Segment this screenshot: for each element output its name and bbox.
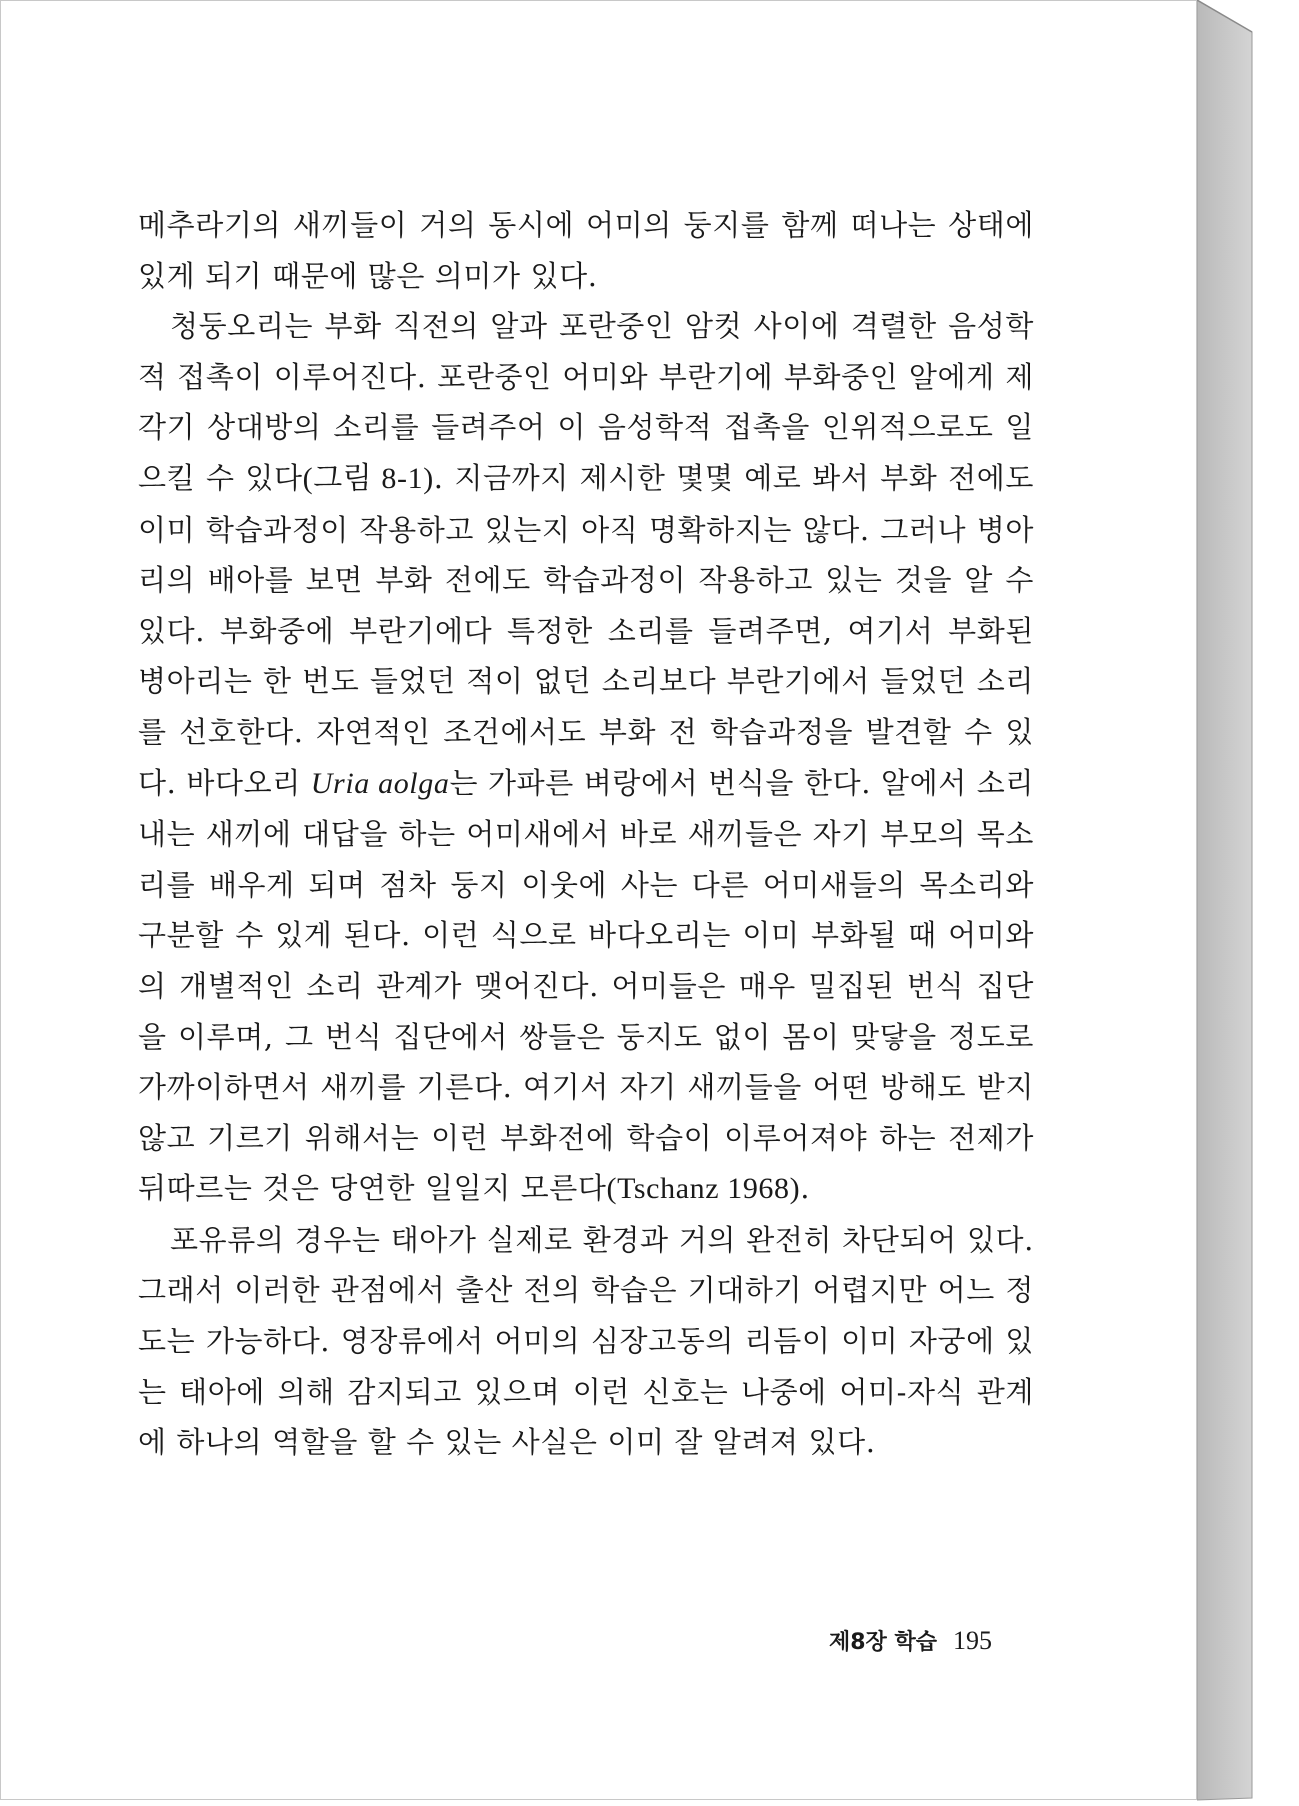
chapter-title: 제8장 학습: [829, 1630, 937, 1655]
page-number: 195: [952, 1626, 992, 1655]
paragraph: [138, 1215, 1034, 1468]
text-run: .: [800, 1171, 811, 1206]
running-footer: [829, 1625, 992, 1656]
citation: (그림 8-1): [302, 461, 434, 495]
text-run: 청둥오리는 부화 직전의 알과 포란중인 암컷 사이에 격렬한 음성학적 접촉이 이루어진다. 포란중인 어미와 부란기에 부화중인 알에게 제각기 상대방의 소리를 들려주어 이 음성학적 접촉을 인위적으로도 일으킬 수 있다: [138, 309, 1034, 495]
citation: (Tschanz 1968): [606, 1172, 801, 1206]
text-run: 메추라기의 새끼들이 거의 동시에 어미의 둥지를 함께 떠나는 상태에 있게 되기 때문에 많은 의미가 있다.: [138, 208, 1034, 293]
species-name: Uria aolga: [310, 766, 450, 800]
text-run: 는 가파른 벼랑에서 번식을 한다. 알에서 소리 내는 새끼에 대답을 하는 어미새에서 바로 새끼들은 자기 부모의 목소리를 배우게 되며 점차 둥지 이웃에 사는 다른 어미새들의 목소리와 구분할 수 있게 된다. 이런 식으로 바다오리는 이미 부화될 때 어미와의 개별적인 소리 관계가 맺어진다. 어미들은 매우 밀집된 번식 집단을 이루며, 그 번식 집단에서 쌍들은 둥지도 없이 몸이 맞닿을 정도로 가까이하면서 새끼를 기른다. 여기서 자기 새끼들을 어떤 방해도 받지 않고 기르기 위해서는 이런 부화전에 학습이 이루어져야 하는 전제가 뒤따르는 것은 당연한 일일지 모른다: [138, 765, 1034, 1206]
text-run: 포유류의 경우는 태아가 실제로 환경과 거의 완전히 차단되어 있다. 그래서 이러한 관점에서 출산 전의 학습은 기대하기 어렵지만 어느 정도는 가능하다. 영장류에서 어미의 심장고동의 리듬이 이미 자궁에 있는 태아에 의해 감지되고 있으며 이런 신호는 나중에 어미-자식 관계에 하나의 역할을 할 수 있는 사실은 이미 잘 알려져 있다.: [138, 1222, 1034, 1460]
paragraph: [138, 200, 1034, 301]
text-run: . 지금까지 제시한 몇몇 예로 봐서 부화 전에도 이미 학습과정이 작용하고 있는지 아직 명확하지는 않다. 그러나 병아리의 배아를 보면 부화 전에도 학습과정이 작용하고 있는 것을 알 수 있다. 부화중에 부란기에다 특정한 소리를 들려주면, 여기서 부화된 병아리는 한 번도 들었던 적이 없던 소리보다 부란기에서 들었던 소리를 선호한다. 자연적인 조건에서도 부화 전 학습과정을 발견할 수 있다. 바다오리: [138, 460, 1035, 800]
paragraph: [138, 301, 1034, 1215]
body-text: [138, 200, 1034, 1468]
